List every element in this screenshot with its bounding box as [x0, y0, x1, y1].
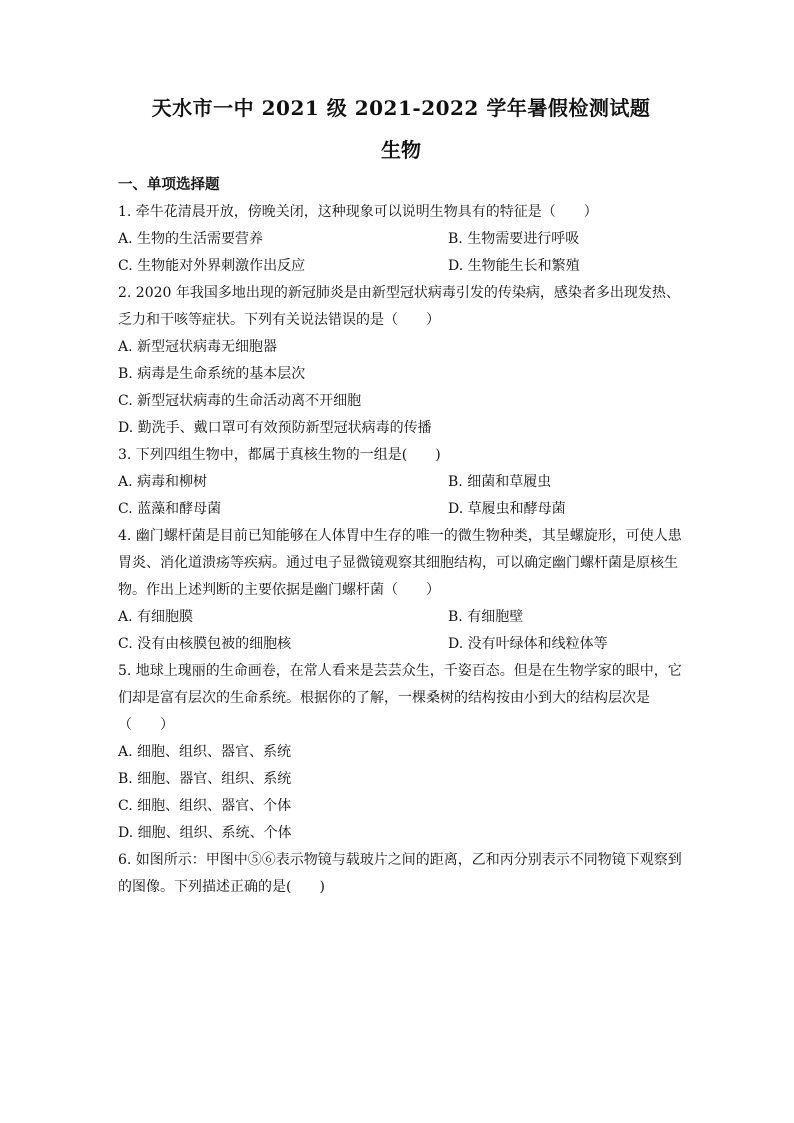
option-a: A. 新型冠状病毒无细胞器	[118, 339, 278, 355]
option-b: B. 细胞、器官、组织、系统	[118, 771, 292, 787]
option-a: A. 有细胞膜	[118, 609, 194, 625]
option-a: A. 细胞、组织、器官、系统	[118, 744, 292, 760]
option-c: C. 细胞、组织、器官、个体	[118, 798, 292, 814]
option-c: C. 生物能对外界刺激作出反应	[118, 258, 306, 274]
option-d: D. 草履虫和酵母菌	[448, 501, 566, 517]
option-b: B. 生物需要进行呼吸	[448, 231, 580, 247]
question-5-options	[118, 739, 684, 847]
question-5-stem: 5. 地球上瑰丽的生命画卷，在常人看来是芸芸众生，千姿百态。但是在生物学家的眼中，它们却是富有层次的生命系统。根据你的了解，一棵桑树的结构按由小到大的结构层次是（ ）	[118, 663, 682, 733]
option-b: B. 有细胞壁	[448, 609, 524, 625]
option-d: D. 没有叶绿体和线粒体等	[448, 636, 608, 652]
question-2-options	[118, 334, 684, 442]
option-c: C. 蓝藻和酵母菌	[118, 501, 222, 517]
question-3-stem: 3. 下列四组生物中，都属于真核生物的一组是( )	[118, 447, 441, 463]
option-d: D. 细胞、组织、系统、个体	[118, 825, 292, 841]
option-d: D. 生物能生长和繁殖	[448, 258, 580, 274]
option-a: A. 病毒和柳树	[118, 474, 208, 490]
question-4-stem: 4. 幽门螺杆菌是目前已知能够在人体胃中生存的唯一的微生物种类，其呈螺旋形，可使人患胃炎、消化道溃疡等疾病。通过电子显微镜观察其细胞结构，可以确定幽门螺杆菌是原核生物。作出上述判断的主要依据是幽门螺杆菌（ ）	[118, 528, 682, 598]
option-d: D. 勤洗手、戴口罩可有效预防新型冠状病毒的传播	[118, 420, 432, 436]
exam-title: 天水市一中 2021 级 2021-2022 学年暑假检测试题	[151, 96, 651, 120]
option-b: B. 病毒是生命系统的基本层次	[118, 366, 306, 382]
option-a: A. 生物的生活需要营养	[118, 231, 264, 247]
exam-subject: 生物	[381, 138, 421, 162]
section-heading: 一、单项选择题	[118, 177, 220, 193]
option-b: B. 细菌和草履虫	[448, 474, 552, 490]
question-6-stem: 6. 如图所示：甲图中⑤⑥表示物镜与载玻片之间的距离，乙和丙分别表示不同物镜下观察到的图像。下列描述正确的是( )	[118, 852, 682, 895]
question-4-options	[118, 604, 684, 658]
option-c: C. 没有由核膜包被的细胞核	[118, 636, 292, 652]
question-3-options	[118, 469, 684, 523]
question-1-options	[118, 226, 684, 280]
question-2-stem: 2. 2020 年我国多地出现的新冠肺炎是由新型冠状病毒引发的传染病，感染者多出现发热、乏力和干咳等症状。下列有关说法错误的是（ ）	[118, 285, 680, 328]
question-1-stem: 1. 牵牛花清晨开放，傍晚关闭，这种现象可以说明生物具有的特征是（ ）	[118, 204, 598, 220]
option-c: C. 新型冠状病毒的生命活动离不开细胞	[118, 393, 362, 409]
